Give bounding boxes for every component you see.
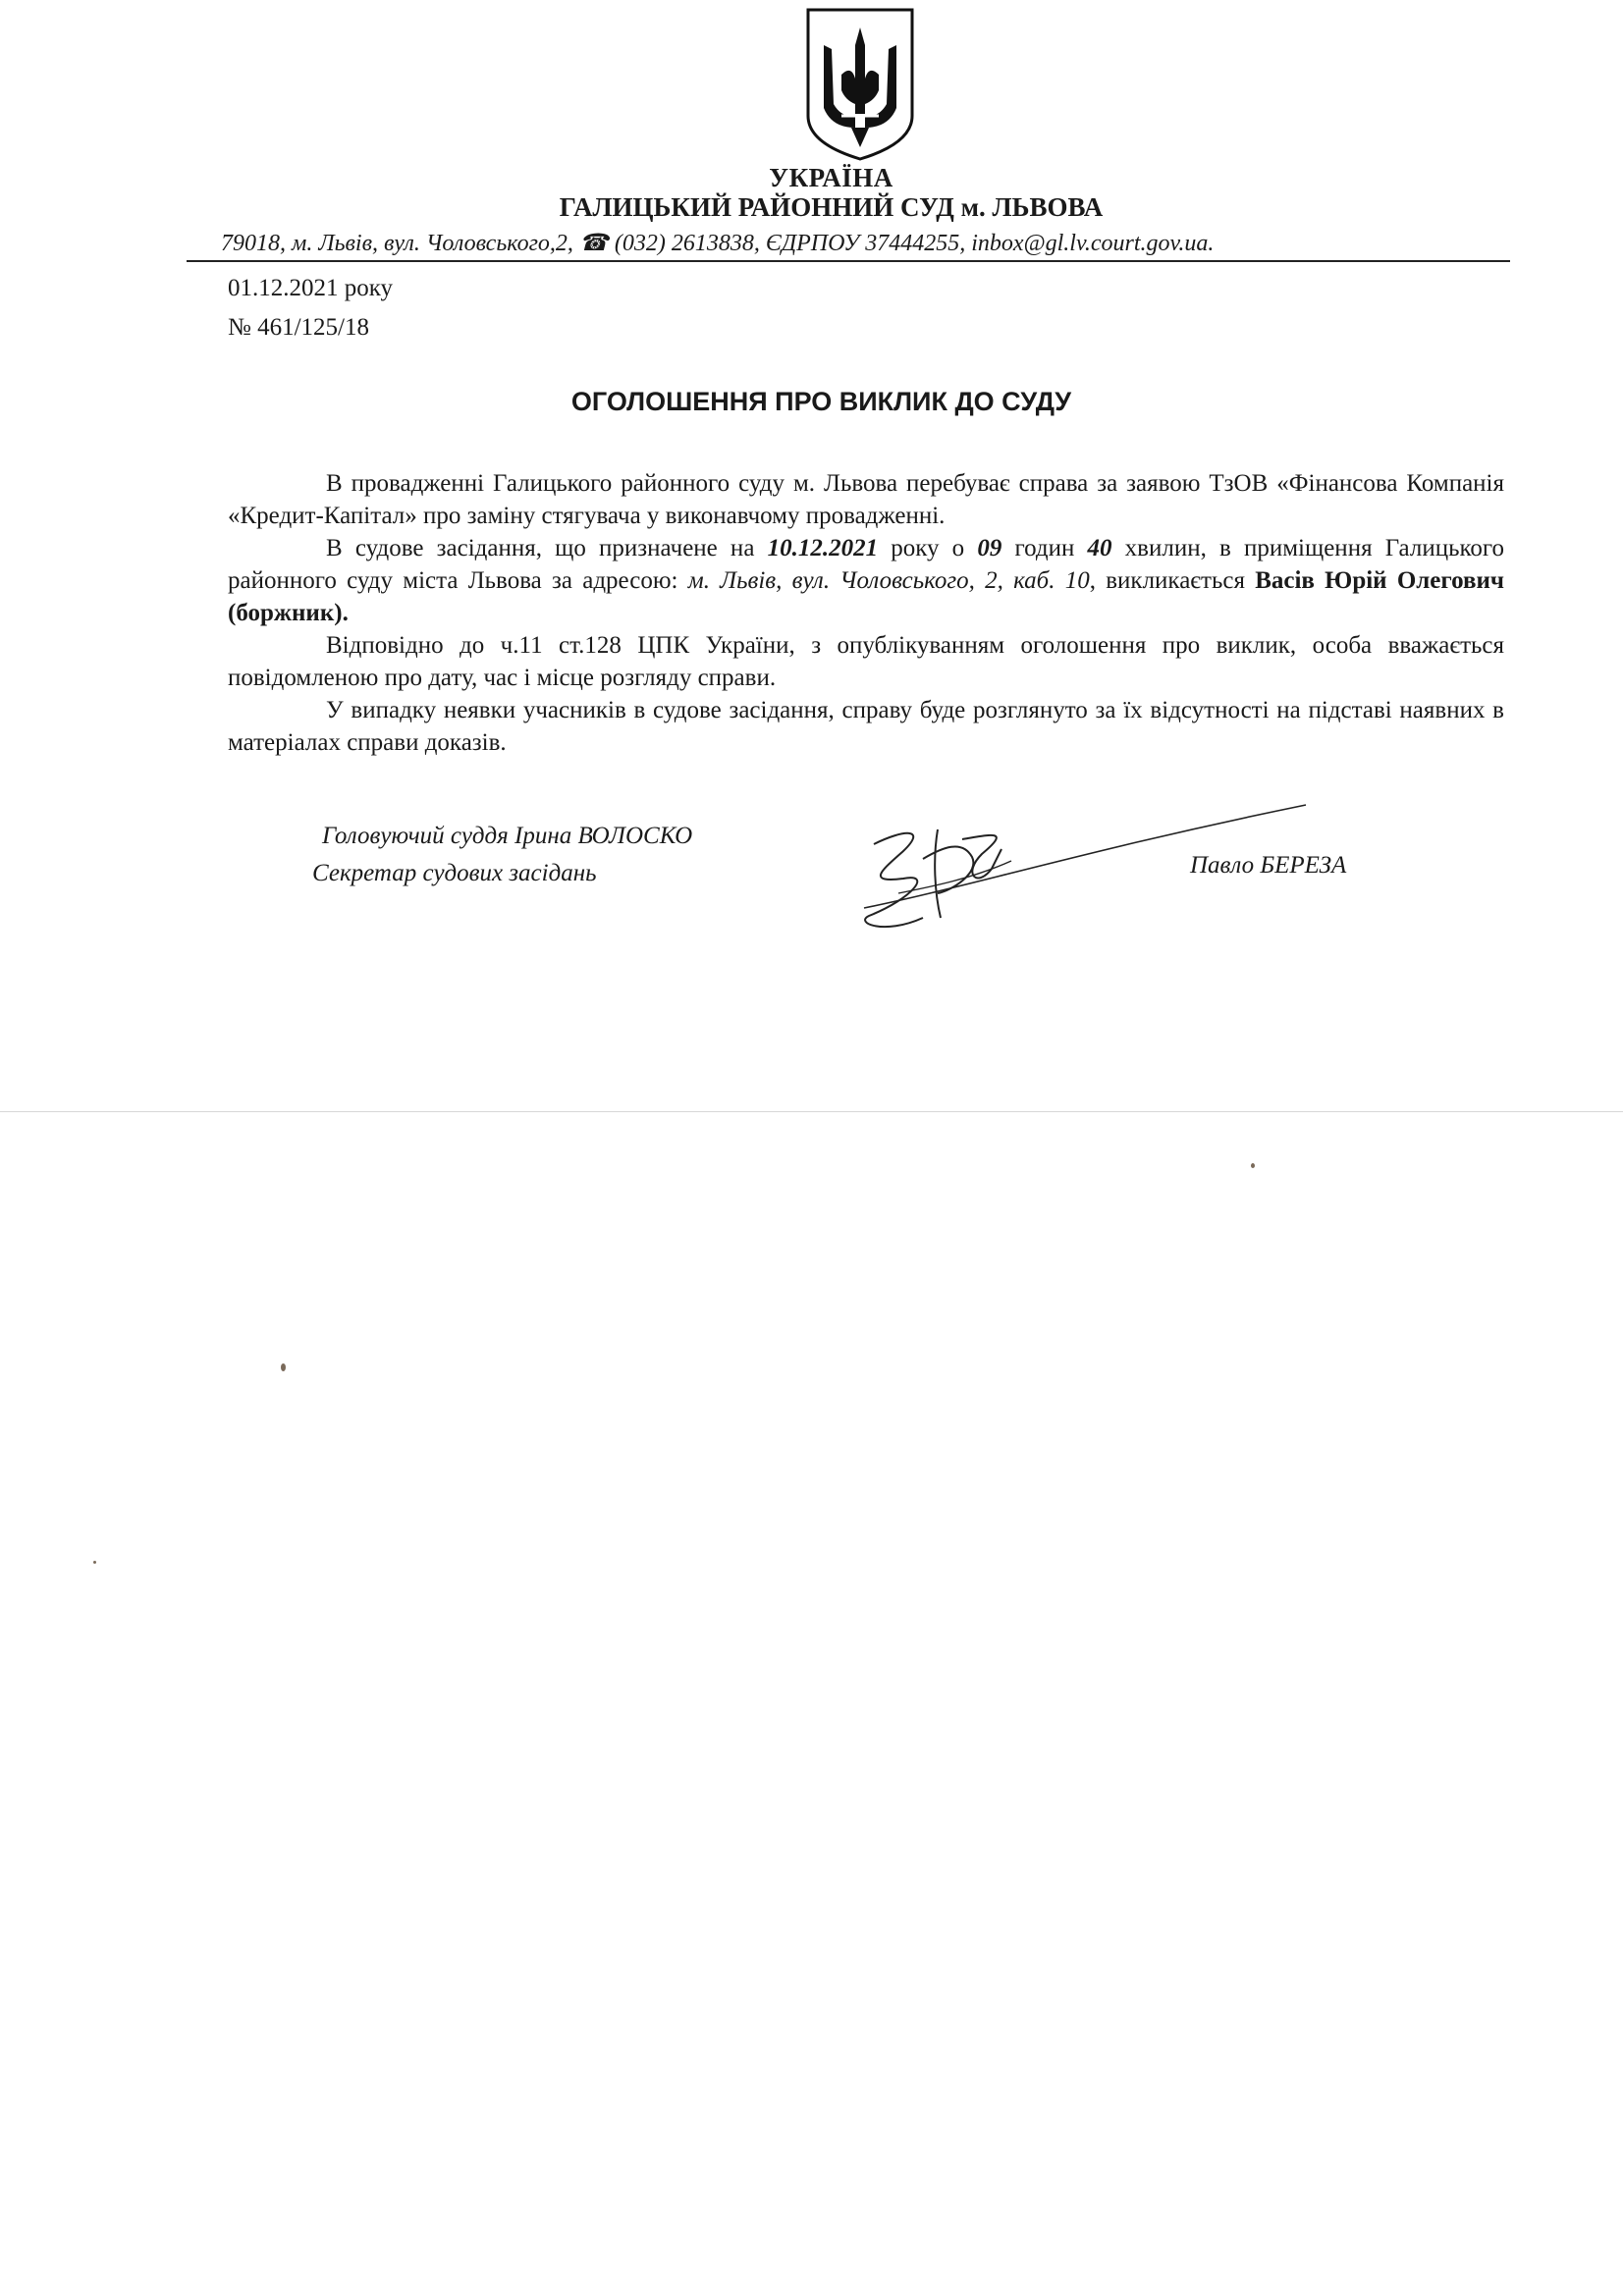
hearing-address: м. Львів, вул. Чоловського, 2, каб. 10 xyxy=(687,567,1090,594)
document-date: 01.12.2021 року xyxy=(228,275,394,301)
paragraph-absence: У випадку неявки учасників в судове засідання, справу буде розглянуто за їх відсутності на підставі наявних в матеріалах справи доказів. xyxy=(228,697,1504,756)
scan-speck xyxy=(1251,1163,1255,1168)
notice-title: ОГОЛОШЕННЯ ПРО ВИКЛИК ДО СУДУ xyxy=(570,387,1072,416)
case-number: № 461/125/18 xyxy=(228,314,369,341)
court-name-heading: ГАЛИЦЬКИЙ РАЙОННИЙ СУД м. ЛЬВОВА xyxy=(559,192,1104,222)
scan-speck xyxy=(93,1561,96,1564)
court-address: 79018, м. Львів, вул. Чоловського,2, ☎ (032) 2613838, ЄДРПОУ 37444255, inbox@gl.lv.court.gov.ua. xyxy=(221,231,1215,256)
header-divider xyxy=(187,260,1510,262)
judge-signature-line: Головуючий суддя Ірина ВОЛОСКО xyxy=(322,823,693,849)
paragraph-hearing: В судове засідання, що призначене на 10.12.2021 року о 09 годин 40 хвилин, в приміщення Галицького районного суду міста Львова за адресою: м. Львів, вул. Чоловського, 2, каб. 10, викликається Васів Юрій Олегович (боржник). xyxy=(228,535,1505,626)
scan-edge-line xyxy=(0,1111,1623,1112)
notice-body xyxy=(228,467,1504,759)
hearing-minutes: 40 xyxy=(1087,535,1112,561)
hearing-date: 10.12.2021 xyxy=(767,535,879,561)
paragraph-legal-basis: Відповідно до ч.11 ст.128 ЦПК України, з опублікуванням оголошення про виклик, особа вважається повідомленою про дату, час і місце розгляду справи. xyxy=(228,632,1504,691)
country-heading: УКРАЇНА xyxy=(769,163,893,192)
coat-of-arms-icon xyxy=(802,6,918,163)
paragraph-case: В провадженні Галицького районного суду м. Львова перебуває справа за заявою ТзОВ «Фінансова Компанія «Кредит-Капітал» про заміну стягувача у виконавчому провадженні. xyxy=(228,470,1504,529)
scan-speck xyxy=(281,1363,286,1371)
summoned-person: Васів Юрій Олегович (боржник). xyxy=(228,567,1504,626)
secretary-title: Секретар судових засідань xyxy=(312,860,597,886)
secretary-name: Павло БЕРЕЗА xyxy=(1190,852,1347,879)
hearing-hour: 09 xyxy=(977,535,1002,561)
